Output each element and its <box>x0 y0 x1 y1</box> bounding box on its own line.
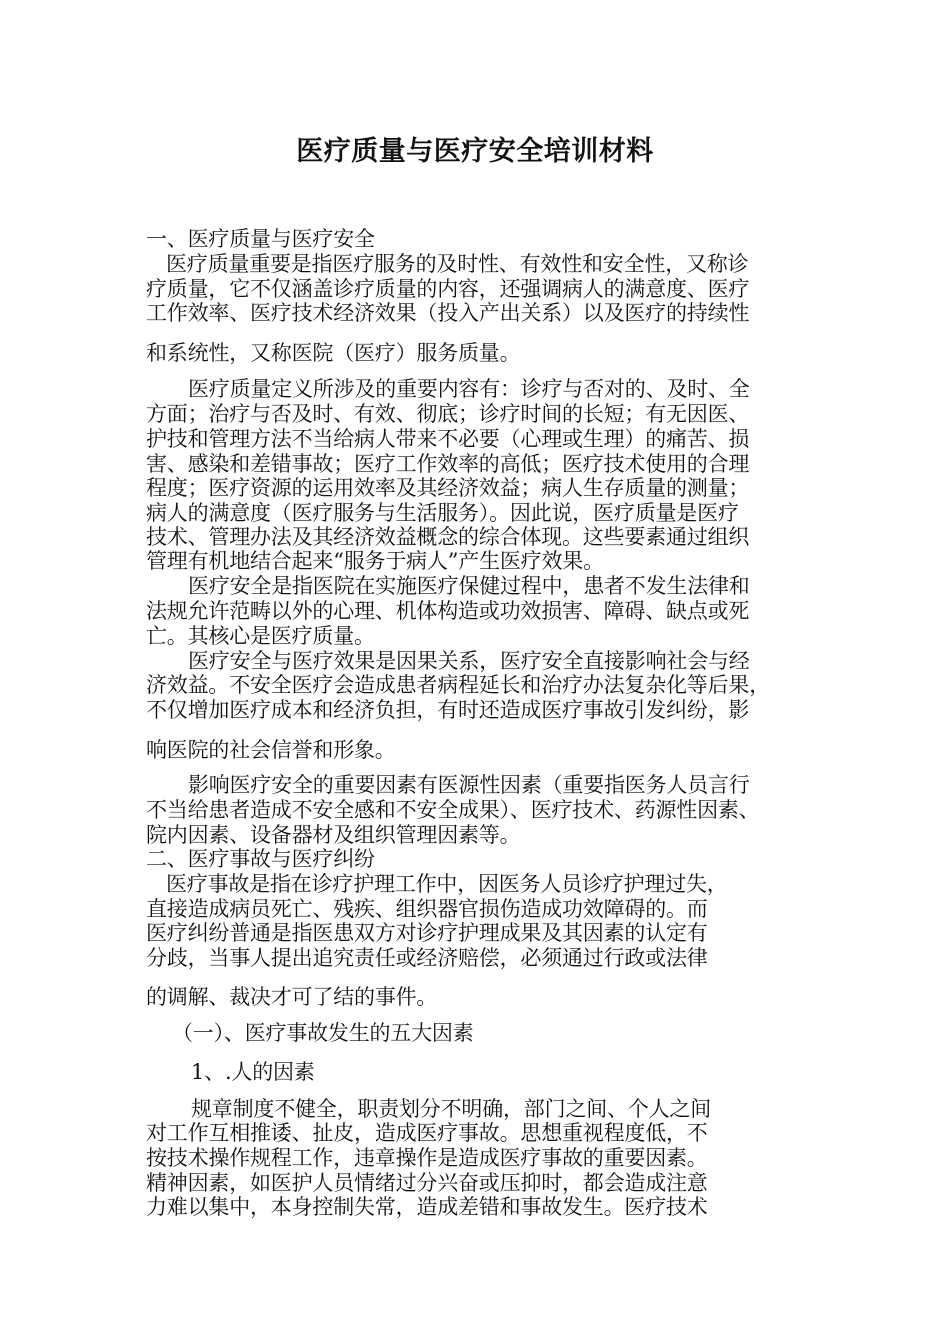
section-heading-2: 二、医疗事故与医疗纠纷 <box>146 847 375 871</box>
paragraph-line: 技术、管理办法及其经济效益概念的综合体现。这些要素通过组织 <box>146 525 750 549</box>
paragraph-line: 力难以集中，本身控制失常，造成差错和事故发生。医疗技术 <box>146 1195 708 1219</box>
subsection-heading: （一）、医疗事故发生的五大因素 <box>172 1021 474 1045</box>
paragraph-line: 的调解、裁决才可了结的事件。 <box>146 985 438 1009</box>
paragraph-line: 不仅增加医疗成本和经济负担，有时还造成医疗事故引发纠纷，影 <box>146 698 750 722</box>
paragraph-line: 医疗事故是指在诊疗护理工作中，因医务人员诊疗护理过失， <box>166 872 728 896</box>
subsection-item-heading: 1、.人的因素 <box>191 1060 315 1084</box>
paragraph-line: 精神因素，如医护人员情绪过分兴奋或压抑时，都会造成注意 <box>146 1171 708 1195</box>
paragraph-line: 对工作互相推诿、扯皮，造成医疗事故。思想重视程度低，不 <box>146 1121 708 1145</box>
paragraph-line: 医疗质量定义所涉及的重要内容有：诊疗与否对的、及时、全 <box>188 377 750 401</box>
paragraph-line: 医疗安全是指医院在实施医疗保健过程中，患者不发生法律和 <box>188 574 750 598</box>
paragraph-line: 病人的满意度（医疗服务与生活服务）。因此说，医疗质量是医疗 <box>146 501 739 525</box>
paragraph-line: 医疗安全与医疗效果是因果关系，医疗安全直接影响社会与经 <box>188 649 750 673</box>
section-heading-1: 一、医疗质量与医疗安全 <box>146 227 375 251</box>
paragraph-line: 响医院的社会信誉和形象。 <box>146 738 396 762</box>
paragraph-line: 法规允许范畴以外的心理、机体构造或功效损害、障碍、缺点或死 <box>146 599 750 623</box>
paragraph-line: 管理有机地结合起来“服务于病人”产生医疗效果。 <box>146 549 604 573</box>
paragraph-line: 方面；治疗与否及时、有效、彻底；诊疗时间的长短；有无因医、 <box>146 402 750 426</box>
document-title: 医疗质量与医疗安全培训材料 <box>296 136 654 167</box>
paragraph-line: 程度；医疗资源的运用效率及其经济效益；病人生存质量的测量； <box>146 476 750 500</box>
paragraph-line: 分歧，当事人提出追究责任或经济赔偿，必须通过行政或法律 <box>146 946 708 970</box>
paragraph-line: 工作效率、医疗技术经济效果（投入产出关系）以及医疗的持续性 <box>146 301 750 325</box>
paragraph-line: 害、感染和差错事故；医疗工作效率的高低；医疗技术使用的合理 <box>146 452 750 476</box>
paragraph-line: 医疗纠纷普通是指医患双方对诊疗护理成果及其因素的认定有 <box>146 921 708 945</box>
paragraph-line: 疗质量，它不仅涵盖诊疗质量的内容，还强调病人的满意度、医疗 <box>146 277 750 301</box>
paragraph-line: 按技术操作规程工作，违章操作是造成医疗事故的重要因素。 <box>146 1146 708 1170</box>
paragraph-line: 规章制度不健全，职责划分不明确，部门之间、个人之间 <box>191 1097 711 1121</box>
paragraph-line: 亡。其核心是医疗质量。 <box>146 624 375 648</box>
paragraph-line: 和系统性，又称医院（医疗）服务质量。 <box>146 341 521 365</box>
paragraph-line: 济效益。不安全医疗会造成患者病程延长和治疗办法复杂化等后果， <box>146 673 770 697</box>
paragraph-line: 医疗质量重要是指医疗服务的及时性、有效性和安全性，又称诊 <box>166 252 749 276</box>
paragraph-line: 院内因素、设备器材及组织管理因素等。 <box>146 823 521 847</box>
paragraph-line: 护技和管理方法不当给病人带来不必要（心理或生理）的痛苦、损 <box>146 427 750 451</box>
paragraph-line: 直接造成病员死亡、残疾、组织器官损伤造成功效障碍的。而 <box>146 897 708 921</box>
paragraph-line: 影响医疗安全的重要因素有医源性因素（重要指医务人员言行 <box>188 773 750 797</box>
paragraph-line: 不当给患者造成不安全感和不安全成果）、医疗技术、药源性因素、 <box>146 798 760 822</box>
